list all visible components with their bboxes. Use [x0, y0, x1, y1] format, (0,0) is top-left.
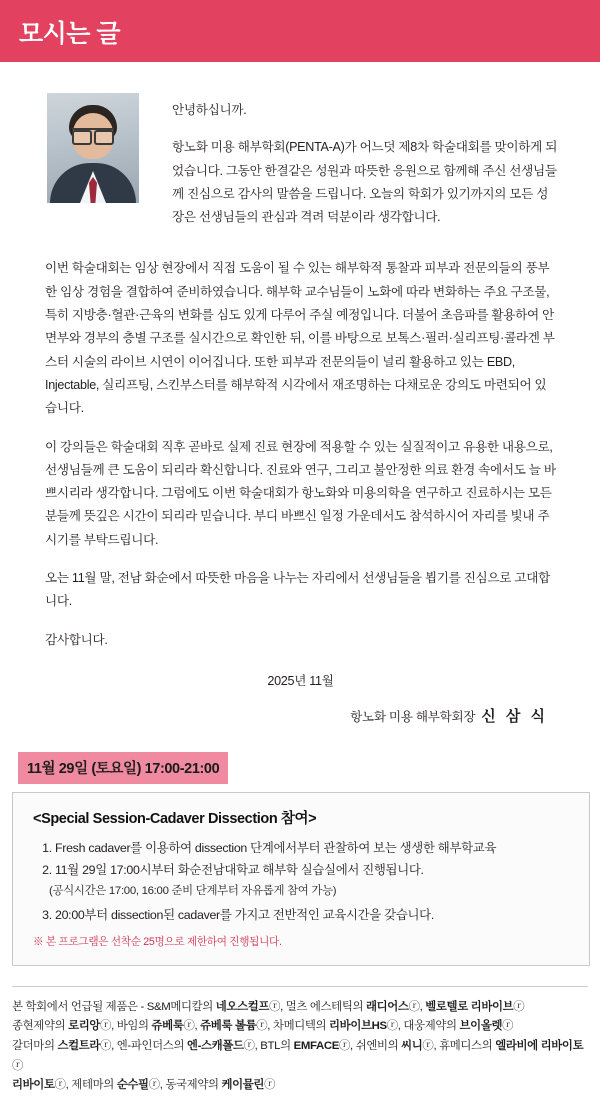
sponsor-product-name: 씨니 [401, 1039, 423, 1052]
portrait-glasses-shape [72, 128, 114, 140]
list-item [55, 905, 571, 925]
sponsor-product-name: 쥬베룩 [151, 1020, 184, 1033]
session-footnote: ※ 본 프로그램은 선착순 25명으로 제한하여 진행됩니다. [33, 935, 282, 948]
sponsor-product-name: EMFACE [293, 1039, 339, 1052]
session-item-3-text: 20:00부터 dissection된 cadaver를 가지고 전반적인 교육시간을 갖습니다. [55, 907, 434, 922]
page-header [0, 0, 600, 62]
sponsor-product-name: 로리앙 [68, 1020, 101, 1033]
sponsor-text: ⓡ, 쉬엔비의 [339, 1039, 402, 1052]
sponsor-text: ⓡ, 바임의 [100, 1020, 152, 1033]
sponsor-text: ⓡ, 대웅제약의 [386, 1020, 460, 1033]
intro-text-block [139, 93, 558, 243]
sponsor-text: ⓡ, 차메디텍의 [256, 1020, 330, 1033]
sponsor-product-name: 벨로텔로 리바이브 [425, 1000, 514, 1013]
session-item-list [33, 838, 571, 925]
session-details-box [12, 792, 590, 966]
sponsor-product-name: 리바이토 [12, 1079, 55, 1092]
sponsor-product-name: 브이올렛 [459, 1020, 503, 1033]
letter-paragraph-1: 이번 학술대회는 임상 현장에서 직접 도움이 될 수 있는 해부학적 통찰과 피부과 전문의들의 풍부한 임상 경험을 결합하여 준비하였습니다. 해부학 교수님들이 노화에 따라 변화하는 주요 구조물, 특히 지방층·혈관·근육의 변화를 심도 있게 다루어 주실 예정입니다. 더불어 초음파를 활용하여 안면부와 경부의 층별 구조를 실시간으로 확인한 뒤, 이를 바탕으로 보톡스·필러·실리프팅·콜라겐 부스터 시술의 라이브 시연이 이어집니다. 또한 피부과 전문의들이 널리 활용하고 있는 EBD, Injectable, 실리프팅, 스킨부스터를 해부학적 시각에서 재조명하는 다채로운 강의도 마련되어 있습니다. [45, 261, 555, 416]
session-title: <Special Session-Cadaver Dissection 참여> [33, 810, 317, 827]
sponsor-product-name: 쥬베룩 볼륨 [200, 1020, 257, 1033]
sponsor-text: 본 학회에서 언급될 제품은 - S&M메디칼의 [12, 1000, 216, 1013]
sponsor-product-name: 엘라비에 리바이토 [495, 1039, 584, 1052]
sponsor-product-name: 리바이브HS [329, 1020, 387, 1033]
signature-name: 신 삼 식 [481, 707, 548, 725]
sponsor-lines [12, 998, 588, 1096]
sponsor-text: ⓡ, [408, 1000, 426, 1013]
intro-paragraph: 항노화 미용 해부학회(PENTA-A)가 어느덧 제8차 학술대회를 맞이하게 되었습니다. 그동안 한결같은 성원과 따뜻한 응원으로 함께해 주신 선생님들께 진심으로 감사의 말씀을 드립니다. 오늘의 학회가 있기까지의 모든 성장은 선생님들의 관심과 격려 덕분이라 생각합니다. [172, 140, 558, 225]
list-item: 1. Fresh cadaver를 이용하여 dissection 단계에서부터 관찰하여 보는 생생한 해부학교육 [55, 838, 571, 858]
sponsor-text: ⓡ, 엔-파인더스의 [100, 1039, 187, 1052]
signature-line [45, 705, 556, 726]
sponsor-text: ⓡ [513, 1000, 525, 1013]
sponsor-products-footer [12, 986, 588, 1096]
sponsor-product-name: 엔-스캐폴드 [186, 1039, 244, 1052]
letter-content [0, 65, 600, 1096]
chairman-portrait-photo [47, 93, 139, 203]
session-date-badge: 11월 29일 (토요일) 17:00-21:00 [18, 752, 228, 784]
letter-body [0, 243, 600, 725]
sponsor-text: ⓡ [12, 1059, 24, 1072]
sponsor-line [12, 998, 588, 1018]
page-title: 모시는 글 [19, 20, 121, 48]
intro-row [0, 65, 600, 243]
sponsor-text: 갈더마의 [12, 1039, 58, 1052]
letter-paragraph-4: 감사합니다. [45, 632, 108, 647]
sponsor-text: 종현제약의 [12, 1020, 69, 1033]
sponsor-text: ⓡ, 멀츠 에스테틱의 [269, 1000, 366, 1013]
sponsor-product-name: 순수필 [116, 1079, 149, 1092]
sponsor-text: ⓡ, [183, 1020, 201, 1033]
sponsor-line [12, 1076, 588, 1096]
sponsor-text: ⓡ, 제테마의 [54, 1079, 117, 1092]
letter-date: 2025년 11월 [267, 673, 334, 688]
sponsor-text: ⓡ [502, 1020, 514, 1033]
list-item: 2. 11월 29일 17:00시부터 화순전남대학교 해부학 실습실에서 진행됩니다. [55, 860, 571, 880]
letter-paragraph-3: 오는 11월 말, 전남 화순에서 따뜻한 마음을 나누는 자리에서 선생님들을 뵙기를 진심으로 고대합니다. [45, 571, 550, 609]
sponsor-line [12, 1017, 588, 1037]
sponsor-product-name: 케이뮬린 [221, 1079, 265, 1092]
signature-title: 항노화 미용 해부학회장 [350, 709, 476, 724]
sponsor-text: ⓡ, BTL의 [243, 1039, 294, 1052]
sponsor-text: ⓡ [264, 1079, 276, 1092]
sponsor-product-name: 네오스컬프 [215, 1000, 270, 1013]
sponsor-line [12, 1037, 588, 1076]
letter-paragraph-2: 이 강의들은 학술대회 직후 곧바로 실제 진료 현장에 적용할 수 있는 실질적이고 유용한 내용으로, 선생님들께 큰 도움이 되리라 확신합니다. 진료와 연구, 그리고 불안정한 의료 환경 속에서도 늘 바쁘시리라 생각합니다. 그럼에도 이번 학술대회가 항노화와 미용의학을 연구하고 진료하시는 모든 분들께 뜻깊은 시간이 되리라 믿습니다. 부디 바쁘신 일정 가운데서도 참석하시어 자리를 빛내 주시기를 부탁드립니다. [45, 439, 556, 547]
sponsor-text: ⓡ, 동국제약의 [148, 1079, 222, 1092]
session-sub-note: (공식시간은 17:00, 16:00 준비 단계부터 자유롭게 참여 가능) [49, 885, 337, 898]
greeting-line: 안녕하십니까. [172, 103, 247, 117]
sponsor-text: ⓡ, 휴메디스의 [422, 1039, 496, 1052]
sponsor-product-name: 래디어스 [365, 1000, 409, 1013]
sponsor-product-name: 스컬트라 [57, 1039, 101, 1052]
special-session-section [0, 752, 600, 966]
